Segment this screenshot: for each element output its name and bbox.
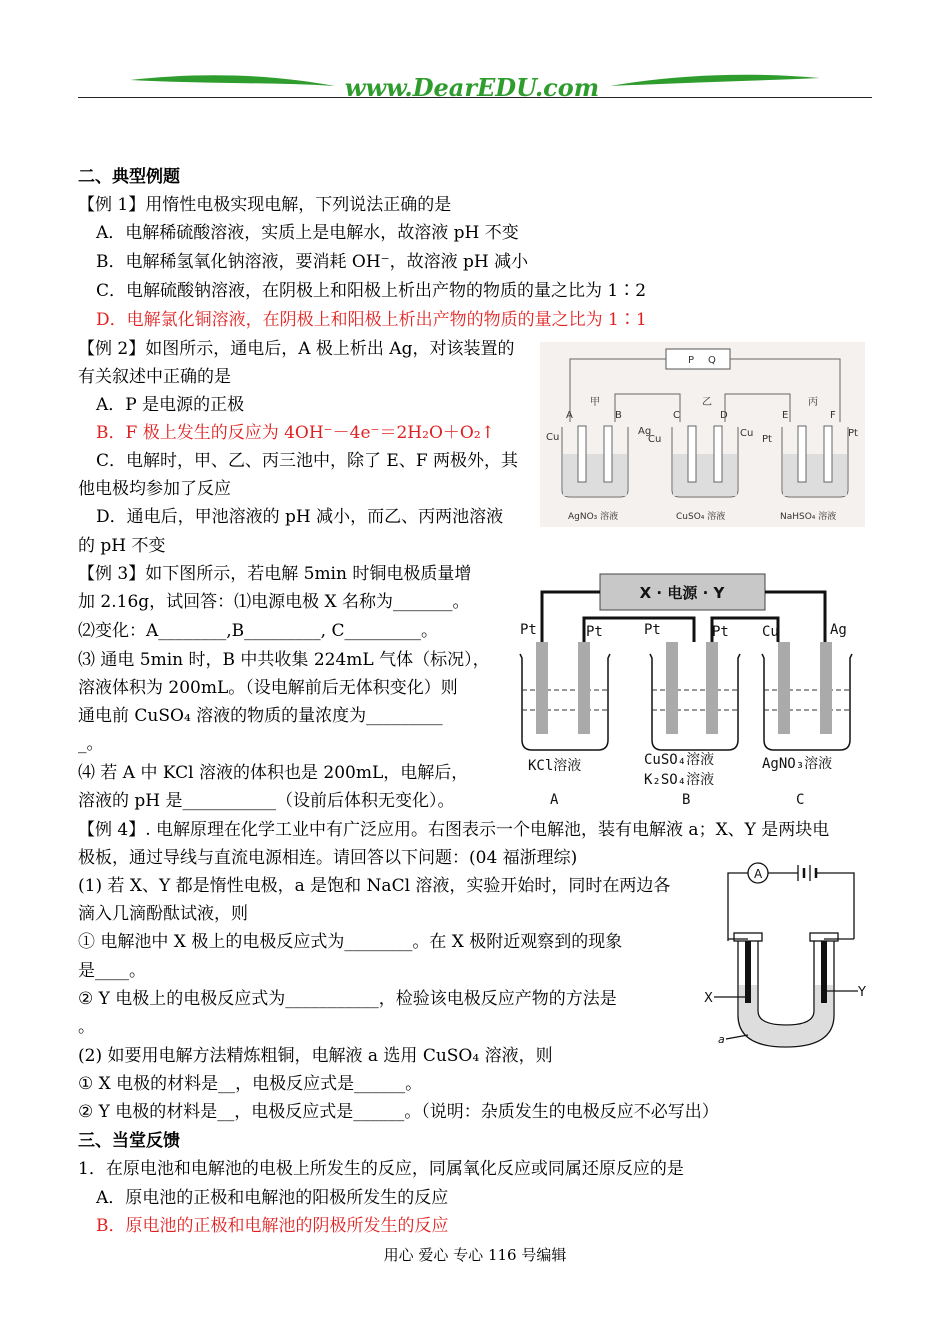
ex1-option-a: A．电解稀硫酸溶液，实质上是电解水，故溶液 pH 不变 — [96, 223, 519, 243]
ex3-line-4: ⑶ 通电 5min 时，B 中共收集 224mL 气体（标况）， — [78, 650, 490, 670]
svg-text:AgNO₃ 溶液: AgNO₃ 溶液 — [568, 512, 619, 522]
svg-text:A: A — [550, 792, 559, 808]
svg-text:丙: 丙 — [808, 397, 818, 408]
svg-text:AgNO₃溶液: AgNO₃溶液 — [762, 756, 833, 772]
svg-text:Pt: Pt — [712, 624, 729, 640]
ex3-line-1: 【例 3】如下图所示，若电解 5min 时铜电极质量增 — [78, 564, 472, 584]
ex3-line-2: 加 2.16g，试回答：⑴电源电极 X 名称为_______。 — [78, 592, 470, 612]
svg-text:B: B — [682, 792, 691, 808]
svg-text:E: E — [782, 410, 789, 421]
svg-text:Pt: Pt — [848, 428, 858, 439]
header-rule — [78, 97, 872, 98]
ex4-line-2: 极板，通过导线与直流电源相连。请回答以下问题：(04 福浙理综) — [78, 848, 578, 868]
svg-text:Cu: Cu — [546, 432, 560, 443]
section-title: 二、典型例题 — [78, 167, 180, 187]
ex4-line-10: ① X 电极的材料是__，电极反应式是______。 — [78, 1074, 423, 1094]
ex3-figure — [512, 572, 872, 816]
ex3-line-6: 通电前 CuSO₄ 溶液的物质的量浓度为_________ — [78, 706, 443, 726]
ex4-line-7: ② Y 电极上的电极反应式为___________，检验该电极反应产物的方法是 — [78, 989, 617, 1009]
ex1-option-c: C．电解硫酸钠溶液，在阴极上和阳极上析出产物的物质的量之比为 1∶2 — [96, 281, 647, 301]
svg-text:D: D — [720, 410, 728, 421]
svg-text:X: X — [704, 991, 713, 1006]
ex3-line-8: ⑷ 若 A 中 KCl 溶液的体积也是 200mL，电解后， — [78, 763, 469, 783]
svg-text:Q: Q — [708, 355, 716, 366]
s3-option-b: B．原电池的正极和电解池的阴极所发生的反应 — [96, 1216, 449, 1236]
svg-text:B: B — [615, 410, 622, 421]
svg-text:NaHSO₄ 溶液: NaHSO₄ 溶液 — [780, 512, 837, 522]
svg-text:乙: 乙 — [702, 397, 712, 408]
ex4-line-5: ① 电解池中 X 极上的电极反应式为________。在 X 极附近观察到的现象 — [78, 932, 623, 952]
svg-text:a: a — [718, 1033, 725, 1046]
svg-text:Pt: Pt — [520, 622, 537, 638]
ex2-stem-1: 【例 2】如图所示，通电后，A 极上析出 Ag，对该装置的 — [78, 339, 515, 359]
svg-text:Ag: Ag — [830, 622, 847, 638]
ex4-line-4: 滴入几滴酚酞试液，则 — [78, 904, 248, 924]
ex4-line-6: 是____。 — [78, 961, 146, 981]
svg-text:甲: 甲 — [590, 397, 600, 408]
svg-text:Pt: Pt — [762, 434, 772, 445]
ex3-line-9: 溶液的 pH 是___________（设前后体积无变化）。 — [78, 791, 455, 811]
ex2-option-b: B．F 极上发生的反应为 4OH⁻－4e⁻＝2H₂O＋O₂↑ — [96, 423, 495, 443]
ex2-option-d-2: 的 pH 不变 — [78, 536, 166, 556]
ex1-stem: 【例 1】用惰性电极实现电解，下列说法正确的是 — [78, 195, 452, 215]
svg-text:Pt: Pt — [644, 622, 661, 638]
ex1-option-b: B．电解稀氢氧化钠溶液，要消耗 OH⁻，故溶液 pH 减小 — [96, 252, 529, 272]
svg-text:CuSO₄溶液: CuSO₄溶液 — [644, 752, 715, 768]
svg-text:KCl溶液: KCl溶液 — [528, 758, 582, 774]
ex2-stem-2: 有关叙述中正确的是 — [78, 367, 231, 387]
section3-title: 三、当堂反馈 — [78, 1131, 180, 1151]
svg-text:Y: Y — [858, 985, 866, 1000]
s3-question-1: 1．在原电池和电解池的电极上所发生的反应，同属氧化反应或同属还原反应的是 — [78, 1159, 684, 1179]
ex4-figure — [700, 855, 875, 1059]
svg-text:K₂SO₄溶液: K₂SO₄溶液 — [644, 772, 715, 788]
ex4-line-11: ② Y 电极的材料是__，电极反应式是______。（说明：杂质发生的电极反应不必写出） — [78, 1102, 719, 1122]
svg-text:F: F — [830, 410, 836, 421]
svg-text:Cu: Cu — [648, 434, 662, 445]
svg-text:P: P — [688, 355, 695, 366]
svg-text:Ag: Ag — [638, 426, 652, 437]
svg-text:A: A — [754, 867, 763, 881]
ex4-line-1: 【例 4】. 电解原理在化学工业中有广泛应用。右图表示一个电解池，装有电解液 a；X、Y 是两块电 — [78, 820, 830, 840]
ex2-option-d-1: D．通电后，甲池溶液的 pH 减小，而乙、丙两池溶液 — [96, 507, 504, 527]
s3-option-a: A．原电池的正极和电解池的阳极所发生的反应 — [96, 1188, 449, 1208]
site-name: www.DearEDU.com — [344, 73, 600, 102]
ex2-option-a: A．P 是电源的正极 — [96, 395, 245, 415]
site-logo — [0, 64, 950, 114]
page-footer: 用心 爱心 专心 116 号编辑 — [383, 1246, 567, 1264]
svg-text:CuSO₄ 溶液: CuSO₄ 溶液 — [676, 512, 726, 522]
svg-text:C: C — [673, 410, 680, 421]
svg-text:Cu: Cu — [740, 428, 754, 439]
ex1-option-d: D．电解氯化铜溶液，在阴极上和阳极上析出产物的物质的量之比为 1∶1 — [96, 310, 647, 330]
ex4-line-8: 。 — [78, 1017, 95, 1037]
svg-text:X · 电源 · Y: X · 电源 · Y — [639, 584, 725, 602]
ex3-line-3: ⑵变化：A________,B_________, C_________。 — [78, 621, 438, 641]
ex4-line-9: (2) 如要用电解方法精炼粗铜，电解液 a 选用 CuSO₄ 溶液，则 — [78, 1046, 553, 1066]
svg-text:A: A — [566, 410, 573, 421]
ex3-line-7: _。 — [78, 734, 104, 754]
ex3-line-5: 溶液体积为 200mL。（设电解前后无体积变化）则 — [78, 678, 458, 698]
ex2-figure — [540, 342, 865, 531]
svg-text:C: C — [796, 792, 805, 808]
svg-text:Cu: Cu — [762, 624, 779, 640]
ex4-line-3: (1) 若 X、Y 都是惰性电极，a 是饱和 NaCl 溶液，实验开始时，同时在两边各 — [78, 876, 671, 896]
svg-text:Pt: Pt — [586, 624, 603, 640]
ex2-option-c-2: 他电极均参加了反应 — [78, 479, 231, 499]
ex2-option-c-1: C．电解时，甲、乙、丙三池中，除了 E、F 两极外，其 — [96, 451, 519, 471]
